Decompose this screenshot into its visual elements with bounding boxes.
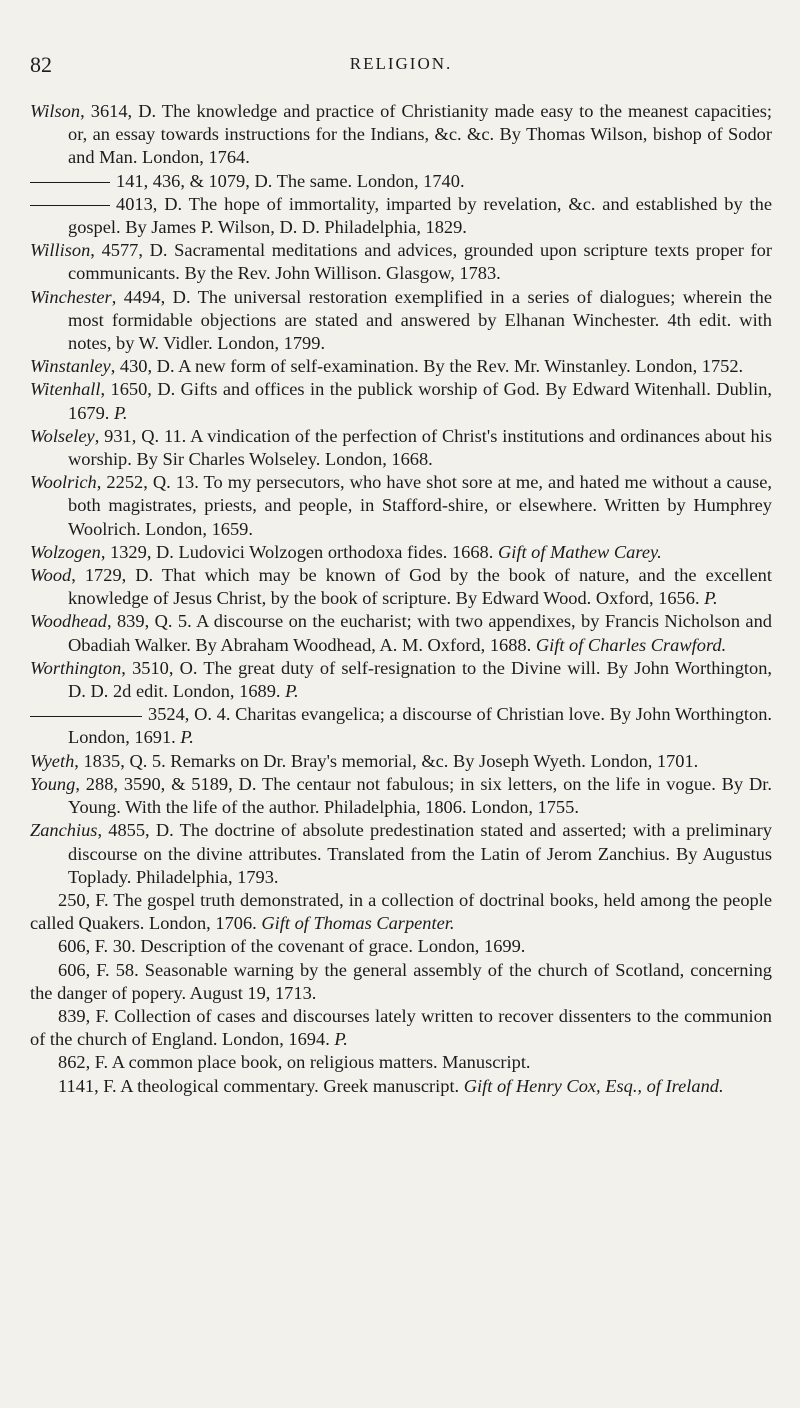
entry-text: , 1329, D. Ludovici Wolzogen orthodoxa fides. 1668. (100, 541, 494, 562)
entry-text: 250, F. The gospel truth demonstrated, in a collection of doctrinal books, held among the people called Quakers. London, 1706. (30, 889, 772, 934)
entry-provenance: P. (180, 727, 194, 748)
entry-author: Wilson (30, 101, 81, 121)
entry-text: , 4494, D. The universal restoration exemplified in a series of dialogues; wherein the most formidable objections are stated and answered by Elhanan Winchester. 4th edit. with notes, by W. Vidler. London, 1799. (68, 286, 772, 354)
ditto-dash (30, 182, 110, 183)
entry-text: 606, F. 58. Seasonable warning by the general assembly of the church of Scotland, concerning the danger of popery. August 19, 1713. (30, 959, 772, 1003)
entry-text: 606, F. 30. Description of the covenant of grace. London, 1699. (58, 936, 526, 957)
entry-author: Wolseley (30, 425, 95, 446)
entry-author: Young (30, 773, 76, 794)
entry-author: Woolrich (30, 472, 97, 493)
catalogue-entry (30, 657, 772, 703)
entry-author: Worthington (30, 657, 122, 678)
entry-provenance: P. (334, 1029, 348, 1050)
entry-provenance: Gift of Thomas Carpenter. (261, 913, 455, 934)
catalogue-entry (30, 750, 772, 773)
entry-author: Wyeth (30, 750, 75, 771)
catalogue-entry (30, 1005, 772, 1051)
catalogue-entry (30, 286, 772, 356)
entry-author: Zanchius (30, 820, 98, 841)
catalogue-entry (30, 355, 772, 378)
entry-text: , 839, Q. 5. A discourse on the eucharist; with two appendixes, by Francis Nicholson and Obadiah Walker. By Abraham Woodhead, A. M. Oxford, 1688. (68, 611, 772, 655)
entry-provenance: P. (114, 402, 128, 423)
entry-author: Willison (30, 240, 91, 261)
catalogue-entry (30, 425, 772, 471)
entry-text: , 1729, D. That which may be known of God by the book of nature, and the excellent knowledge of Jesus Christ, by the book of scripture. By Edward Wood. Oxford, 1656. (68, 565, 772, 609)
entry-text: , 1835, Q. 5. Remarks on Dr. Bray's memorial, &c. By Joseph Wyeth. London, 1701. (74, 750, 699, 771)
catalogue-entry (30, 239, 772, 285)
entry-text: , 4855, D. The doctrine of absolute predestination stated and asserted; with a preliminary discourse on the divine attributes. Translated from the Latin of Jerom Zanchius. By Augustus Toplady. Philadelphia, 1793. (68, 820, 772, 887)
entry-author: Woodhead (30, 611, 107, 632)
entry-author: Winchester (30, 286, 112, 307)
catalogue-entry (30, 1075, 772, 1098)
catalogue-entry (30, 100, 772, 170)
entry-text: 141, 436, & 1079, D. The same. London, 1740. (116, 170, 465, 191)
entry-author: Wood (30, 565, 72, 586)
entry-provenance: P. (285, 681, 299, 702)
entry-text: , 931, Q. 11. A vindication of the perfection of Christ's institutions and ordinances about his worship. By Sir Charles Wolseley. London, 1668. (68, 425, 772, 470)
entry-provenance: Gift of Charles Crawford. (535, 634, 727, 655)
entry-text: , 1650, D. Gifts and offices in the publick worship of God. By Edward Witenhall. Dublin, 1679. (68, 379, 772, 423)
entry-text: 3524, O. 4. Charitas evangelica; a discourse of Christian love. By John Worthington. London, 1691. (68, 704, 772, 748)
entry-text: 862, F. A common place book, on religious matters. Manuscript. (58, 1052, 531, 1073)
entry-text: , 430, D. A new form of self-examination. By the Rev. Mr. Winstanley. London, 1752. (110, 356, 744, 377)
entry-text: , 2252, Q. 13. To my persecutors, who have shot sore at me, and hated me without a cause, both magistrates, priests, and people, in Stafford-shire, or elsewhere. Written by Humphrey Woolrich. London, 1659. (68, 472, 772, 539)
catalogue-entry (30, 193, 772, 239)
entry-author: Witenhall (30, 379, 101, 400)
entry-author: Winstanley (30, 356, 111, 377)
catalogue-entry (30, 471, 772, 541)
entry-author: Wolzogen (30, 541, 101, 562)
entry-text: , 3614, D. The knowledge and practice of Christianity made easy to the meanest capacities; or, an essay towards instructions for the Indians, &c. &c. By Thomas Wilson, bishop of Sodor and Man. London, 1764. (68, 101, 772, 168)
entry-text: , 4577, D. Sacramental meditations and advices, grounded upon scripture texts proper for communicants. By the Rev. John Willison. Glasgow, 1783. (68, 240, 772, 284)
running-title: RELIGION. (349, 54, 453, 73)
entry-text: 839, F. Collection of cases and discourses lately written to recover dissenters to the communion of the church of England. London, 1694. (30, 1005, 772, 1050)
entry-text: 1141, F. A theological commentary. Greek manuscript. (58, 1075, 460, 1096)
entry-text: , 3510, O. The great duty of self-resignation to the Divine will. By John Worthington, D. D. 2d edit. London, 1689. (68, 657, 772, 702)
catalogue-entry (30, 703, 772, 749)
catalogue-entry (30, 959, 772, 1005)
ditto-dash (30, 205, 110, 206)
entry-provenance: P. (704, 588, 718, 609)
catalogue-entry (30, 1051, 772, 1074)
entry-text: 4013, D. The hope of immortality, imparted by revelation, &c. and established by the gospel. By James P. Wilson, D. D. Philadelphia, 1829. (68, 193, 772, 238)
catalogue-entry (30, 541, 772, 564)
catalogue-entry (30, 378, 772, 424)
catalogue-entry (30, 564, 772, 610)
catalogue-entry (30, 170, 772, 193)
page-number: 82 (30, 52, 52, 77)
entry-provenance: Gift of Mathew Carey. (497, 541, 662, 562)
entry-text: , 288, 3590, & 5189, D. The centaur not fabulous; in six letters, on the life in vogue. By Dr. Young. With the life of the author. Philadelphia, 1806. London, 1755. (68, 773, 772, 818)
ditto-dash (30, 716, 142, 717)
catalogue-entry (30, 889, 772, 935)
catalogue-entry (30, 935, 772, 958)
catalogue-entry (30, 773, 772, 819)
entry-provenance: Gift of Henry Cox, Esq., of Ireland. (463, 1075, 724, 1096)
catalogue-entry (30, 819, 772, 889)
page-header (30, 52, 772, 82)
catalogue-entry (30, 610, 772, 656)
catalogue-entries (30, 100, 772, 1098)
